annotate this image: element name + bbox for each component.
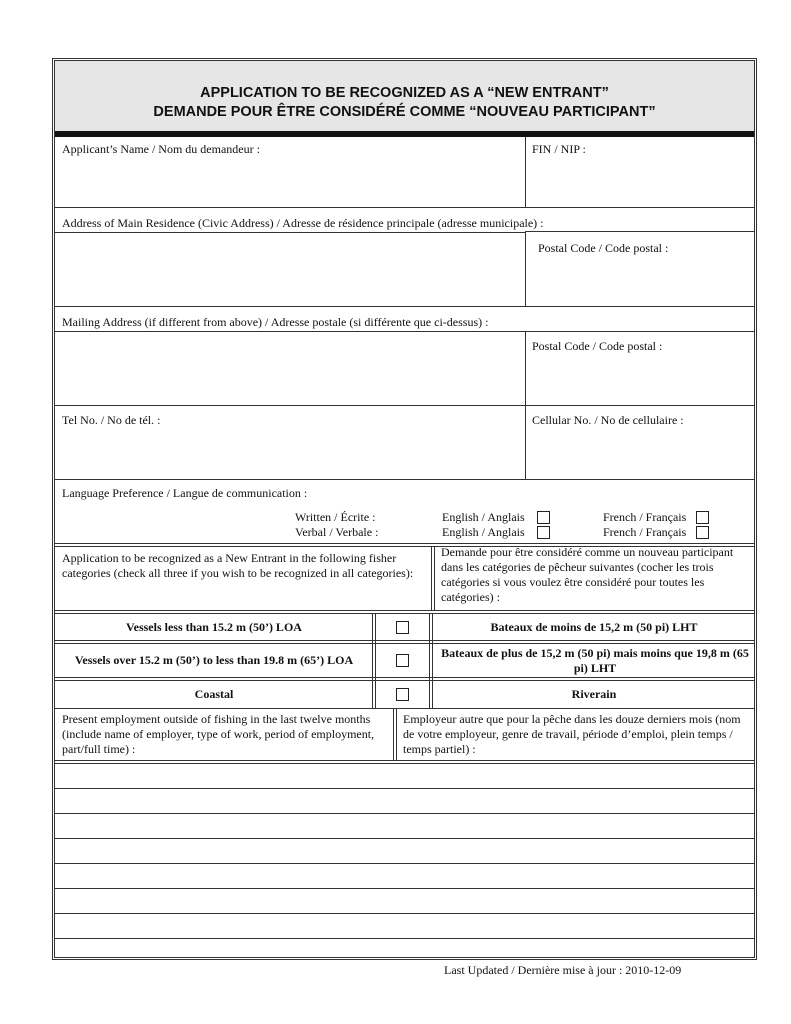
tel-field[interactable] xyxy=(59,431,521,477)
category-row-1-french: Bateaux de moins de 15,2 m (50 pi) LHT xyxy=(490,620,698,634)
employment-line-3[interactable] xyxy=(55,814,754,838)
written-english-checkbox[interactable] xyxy=(537,511,550,524)
mailing-address-field[interactable] xyxy=(59,335,521,403)
written-french-checkbox[interactable] xyxy=(696,511,709,524)
verbal-label: Verbal / Verbale : xyxy=(295,525,379,539)
mailing-postal-label: Postal Code / Code postal : xyxy=(532,339,663,353)
category-row-2-french: Bateaux de plus de 15,2 m (50 pi) mais moins que 19,8 m (65 pi) LHT xyxy=(441,646,749,675)
fin-label: FIN / NIP : xyxy=(532,142,586,156)
written-label: Written / Écrite : xyxy=(295,510,376,524)
category-row-2-english: Vessels over 15.2 m (50’) to less than 19.8 m (65’) LOA xyxy=(74,653,354,667)
title-divider xyxy=(55,131,754,137)
residence-address-field[interactable] xyxy=(59,236,521,304)
category-intro-english: Application to be recognized as a New Entrant in the following fisher categories (check all three if you wish to be recognized in all categories): xyxy=(62,551,414,580)
title-english: APPLICATION TO BE RECOGNIZED AS A “NEW ENTRANT” xyxy=(200,85,609,101)
cell-label: Cellular No. / No de cellulaire : xyxy=(532,413,684,427)
employment-label-english: Present employment outside of fishing in the last twelve months (include name of employer, type of work, period of employment, part/full time) : xyxy=(62,712,375,756)
category-3-checkbox[interactable] xyxy=(396,688,409,701)
category-row-3-english: Coastal xyxy=(194,687,234,701)
employment-line-4[interactable] xyxy=(55,839,754,863)
employment-line-7[interactable] xyxy=(55,914,754,938)
category-row-1-english: Vessels less than 15.2 m (50’) LOA xyxy=(126,620,302,634)
employment-label-french: Employeur autre que pour la pêche dans les douze derniers mois (nom de votre employeur, genre de travail, période d’emploi, plein temps / temps partiel) : xyxy=(403,712,741,756)
employment-line-8[interactable] xyxy=(55,939,754,957)
residence-postal-label: Postal Code / Code postal : xyxy=(538,241,669,255)
employment-line-2[interactable] xyxy=(55,789,754,813)
cell-field[interactable] xyxy=(529,431,753,477)
last-updated: Last Updated / Dernière mise à jour : 2010-12-09 xyxy=(444,963,682,977)
employment-line-6[interactable] xyxy=(55,889,754,913)
verbal-english-checkbox[interactable] xyxy=(537,526,550,539)
application-form xyxy=(52,58,757,960)
category-intro-french: Demande pour être considéré comme un nouveau participant dans les catégories de pêcheur suivantes (cocher les trois catégories si vous voulez être considéré pour toutes les catégories) : xyxy=(441,545,734,604)
written-french-label: French / Français xyxy=(603,510,687,524)
employment-line-5[interactable] xyxy=(55,864,754,888)
category-2-checkbox[interactable] xyxy=(396,654,409,667)
tel-label: Tel No. / No de tél. : xyxy=(62,413,161,427)
verbal-french-label: French / Français xyxy=(603,525,687,539)
applicant-name-label: Applicant’s Name / Nom du demandeur : xyxy=(62,142,260,156)
category-row-3-french: Riverain xyxy=(571,687,617,701)
title-french: DEMANDE POUR ÊTRE CONSIDÉRÉ COMME “NOUVEAU PARTICIPANT” xyxy=(153,104,656,120)
mailing-address-label: Mailing Address (if different from above) / Adresse postale (si différente que ci-dessus) : xyxy=(62,315,489,329)
language-label: Language Preference / Langue de communication : xyxy=(62,486,308,500)
mailing-postal-field[interactable] xyxy=(529,357,753,403)
employment-line-1[interactable] xyxy=(55,764,754,788)
verbal-french-checkbox[interactable] xyxy=(696,526,709,539)
form-title xyxy=(55,61,754,131)
written-english-label: English / Anglais xyxy=(442,510,525,524)
fin-field[interactable] xyxy=(529,159,753,207)
verbal-english-label: English / Anglais xyxy=(442,525,525,539)
category-1-checkbox[interactable] xyxy=(396,621,409,634)
applicant-name-field[interactable] xyxy=(59,159,521,207)
residence-postal-field[interactable] xyxy=(529,259,753,303)
residence-address-label: Address of Main Residence (Civic Address) / Adresse de résidence principale (adresse municipale) : xyxy=(62,216,544,230)
